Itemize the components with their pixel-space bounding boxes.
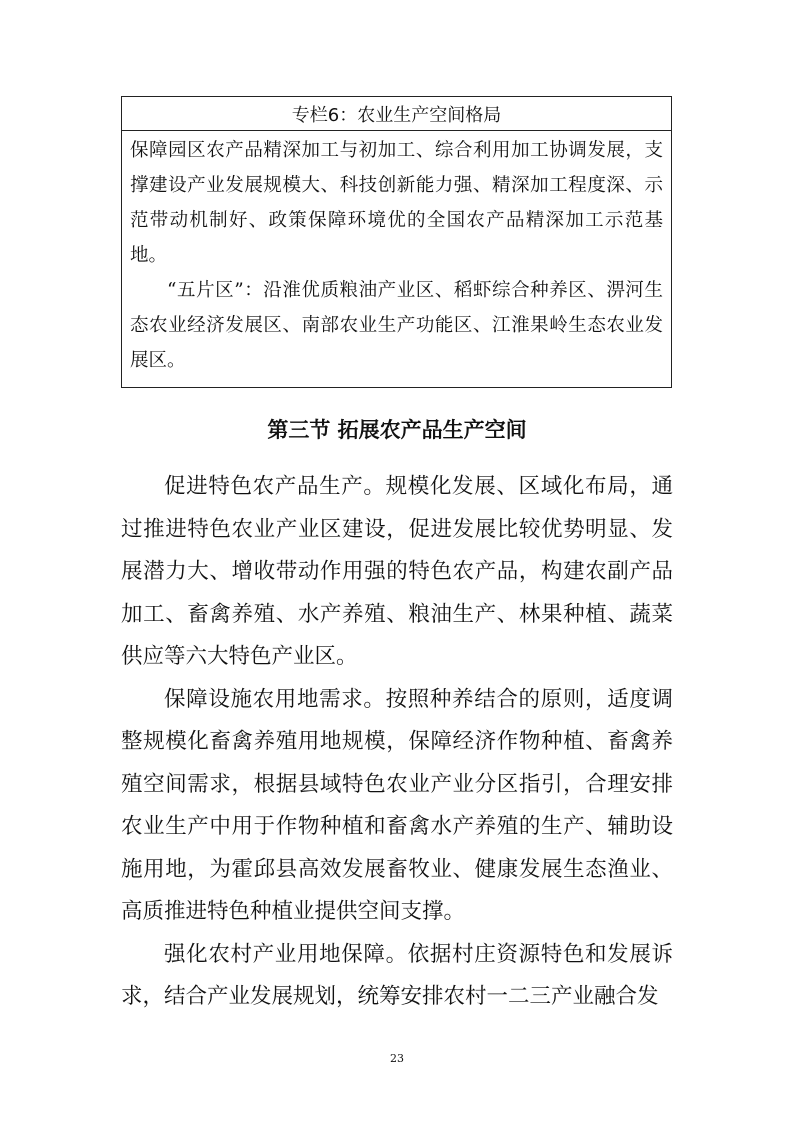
feature-box-body <box>122 131 671 378</box>
body-text <box>121 466 673 1019</box>
feature-box-paragraph: “五片区”：沿淮优质粮油产业区、稻虾综合种养区、淠河生态农业经济发展区、南部农业生产功能区、江淮果岭生态农业发展区。 <box>130 280 663 371</box>
body-paragraph: 保障设施农用地需求。按照种养结合的原则，适度调整规模化畜禽养殖用地规模，保障经济作物种植、畜禽养殖空间需求，根据县域特色农业产业分区指引，合理安排农业生产中用于作物种植和畜禽水产养殖的生产、辅助设施用地，为霍邱县高效发展畜牧业、健康发展生态渔业、高质推进特色种植业提供空间支撑。 <box>121 686 673 924</box>
section-title: 第三节 拓展农产品生产空间 <box>267 418 527 442</box>
feature-box-title: 专栏6：农业生产空间格局 <box>122 97 671 131</box>
body-paragraph: 促进特色农产品生产。规模化发展、区域化布局，通过推进特色农业产业区建设，促进发展比较优势明显、发展潜力大、增收带动作用强的特色农产品，构建农副产品加工、畜禽养殖、水产养殖、粮油生产、林果种植、蔬菜供应等六大特色产业区。 <box>121 474 673 669</box>
feature-box <box>121 96 672 388</box>
feature-box-paragraph: 保障园区农产品精深加工与初加工、综合利用加工协调发展，支撑建设产业发展规模大、科技创新能力强、精深加工程度深、示范带动机制好、政策保障环境优的全国农产品精深加工示范基地。 <box>130 140 663 266</box>
body-paragraph: 强化农村产业用地保障。依据村庄资源特色和发展诉求，结合产业发展规划，统筹安排农村一二三产业融合发 <box>121 941 673 1009</box>
page-number: 23 <box>390 1052 404 1065</box>
